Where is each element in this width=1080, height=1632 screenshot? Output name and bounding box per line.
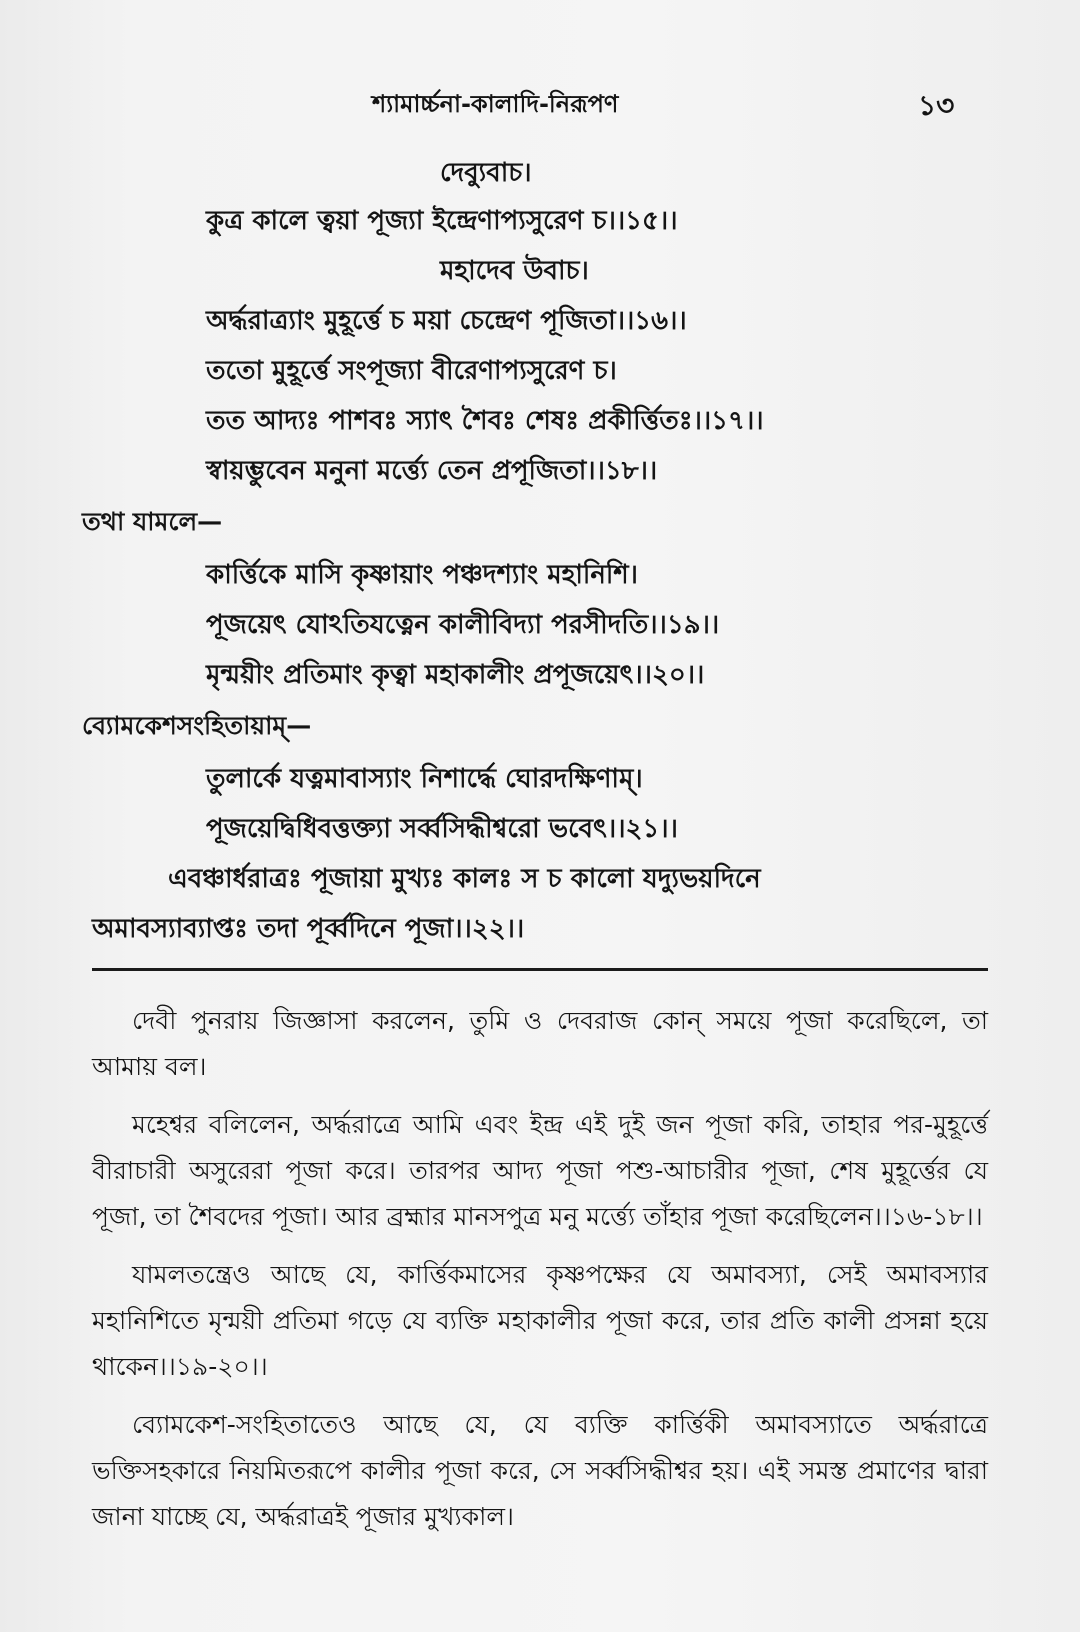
verse-line: কার্ত্তিকে মাসি কৃষ্ণায়াং পঞ্চদশ্যাং মহানিশি।: [206, 560, 638, 590]
section-divider: [92, 968, 988, 971]
speaker-label: দেব্যুবাচ।: [440, 158, 532, 188]
source-heading: তথা যামলে—: [82, 507, 223, 536]
paragraph: যামলতন্ত্রেও আছে যে, কার্ত্তিকমাসের কৃষ্ণপক্ষের যে অমাবস্যা, সেই অমাবস্যার মহানিশিতে মৃন্ময়ী প্রতিমা গড়ে যে ব্যক্তি মহাকালীর পূজা করে, তার প্রতি কালী প্রসন্না হয়ে থাকেন।।১৯-২০।।: [92, 1260, 988, 1381]
verse-line: এবঞ্চার্ধরাত্রঃ পূজায়া মুখ্যঃ কালঃ স চ কালো যদ্যুভয়দিনে: [168, 864, 761, 894]
verse-line: কুত্র কালে ত্বয়া পূজ্যা ইন্দ্রেণাপ্যসুরেণ চ।।১৫।।: [206, 206, 678, 236]
verse-line: অমাবস্যাব্যাপ্তঃ তদা পূর্ব্বদিনে পূজা।।২২।।: [92, 914, 525, 944]
verse-line: স্বায়ম্ভুবেন মনুনা মর্ত্ত্যে তেন প্রপূজিতা।।১৮।।: [206, 456, 658, 486]
speaker-label: মহাদেব উবাচ।: [440, 256, 589, 286]
paragraph: মহেশ্বর বলিলেন, অর্দ্ধরাত্রে আমি এবং ইন্দ্র এই দুই জন পূজা করি, তাহার পর-মুহূর্ত্তে বীরাচারী অসুরেরা পূজা করে। তারপর আদ্য পূজা পশু-আচারীর পূজা, শেষ মুহূর্ত্তের যে পূজা, তা শৈবদের পূজা। আর ব্রহ্মার মানসপুত্র মনু মর্ত্ত্যে তাঁহার পূজা করেছিলেন।।১৬-১৮।।: [92, 1110, 988, 1231]
source-heading: ব্যোমকেশসংহিতায়াম্—: [82, 711, 312, 740]
verse-line: পূজয়েদ্বিধিবত্তক্ত্যা সর্ব্বসিদ্ধীশ্বরো ভবেৎ।।২১।।: [206, 814, 678, 844]
verse-line: ততো মুহূর্ত্তে সংপূজ্যা বীরেণাপ্যসুরেণ চ।: [206, 356, 617, 386]
page-header: [0, 86, 1080, 126]
paragraph: ব্যোমকেশ-সংহিতাতেও আছে যে, যে ব্যক্তি কার্ত্তিকী অমাবস্যাতে অর্দ্ধরাত্রে ভক্তিসহকারে নিয়মিতরূপে কালীর পূজা করে, সে সর্ব্বসিদ্ধীশ্বর হয়। এই সমস্ত প্রমাণের দ্বারা জানা যাচ্ছে যে, অর্দ্ধরাত্রই পূজার মুখ্যকাল।: [92, 1410, 988, 1531]
verse-line: পূজয়েৎ যোঽতিযত্নেন কালীবিদ্যা পরসীদতি।।১৯।।: [206, 610, 720, 640]
verse-line: তুলার্কে যত্নমাবাস্যাং নিশার্দ্ধে ঘোরদক্ষিণাম্।: [206, 764, 643, 794]
page-number: ১৩: [918, 89, 955, 122]
verse-line: মৃন্ময়ীং প্রতিমাং কৃত্বা মহাকালীং প্রপূজয়েৎ।।২০।।: [206, 660, 705, 690]
running-title: শ্যামার্চ্চনা-কালাদি-নিরূপণ: [372, 90, 619, 118]
bengali-commentary: [92, 998, 988, 1552]
verse-line: তত আদ্যঃ পাশবঃ স্যাৎ শৈবঃ শেষঃ প্রকীর্ত্তিতঃ।।১৭।।: [206, 406, 764, 436]
verse-line: অর্দ্ধরাত্র্যাং মুহূর্ত্তে চ ময়া চেন্দ্রেণ পূজিতা।।১৬।।: [206, 306, 687, 336]
paragraph: দেবী পুনরায় জিজ্ঞাসা করলেন, তুমি ও দেবরাজ কোন্ সময়ে পূজা করেছিলে, তা আমায় বল।: [92, 1006, 988, 1081]
